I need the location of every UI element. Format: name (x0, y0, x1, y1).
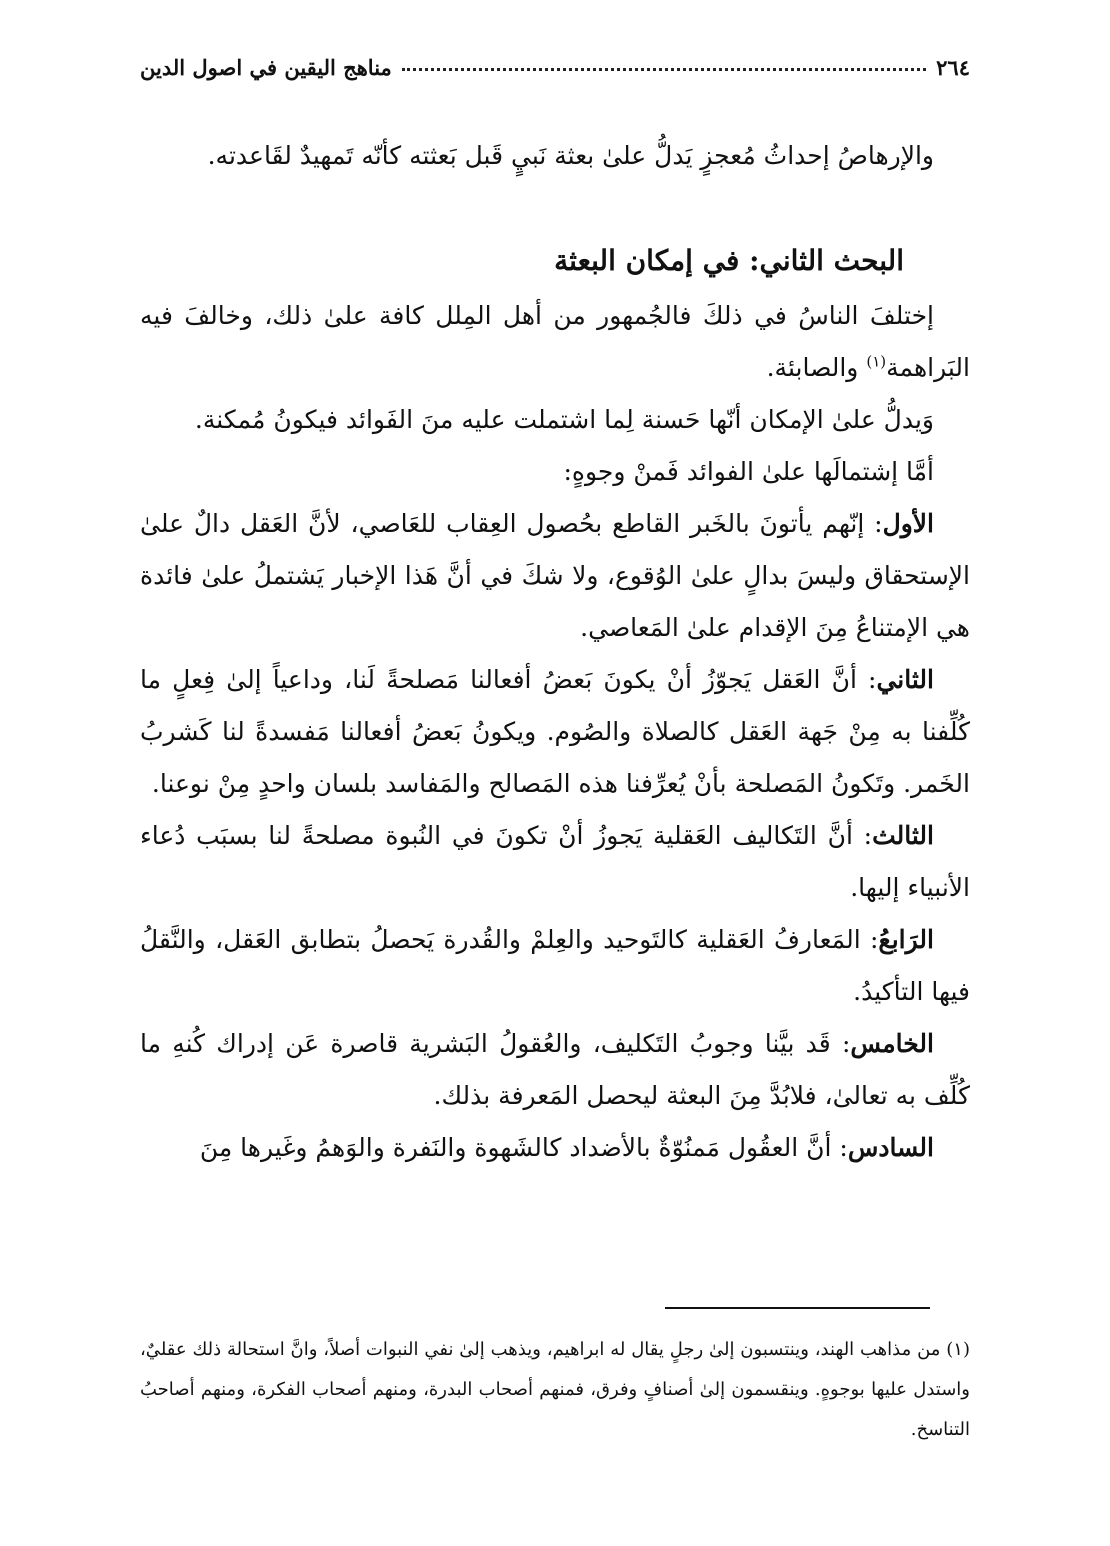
point-text: : أنَّ العقُول مَمنُوّةٌ بالأضداد كالشَهوة والنَفرة والوَهمُ وغَيرها مِنَ (199, 1133, 848, 1162)
point-text: : أنَّ العَقل يَجوّزُ أنْ يكونَ بَعضُ أفعالنا مَصلحةً لَنا، وداعياً إلىٰ فِعلٍ ما كُلِّفنا به مِنْ جَهة العَقل كالصلاة والصُوم. ويكونُ بَعضُ أفعالنا مَفسدةً لنا كَشربُ الخَمر. وتَكونُ المَصلحة بأنْ يُعرِّفنا هذه المَصالح والمَفاسد بلسان واحدٍ مِنْ نوعنا. (140, 665, 970, 798)
point-lead: السادس (847, 1133, 934, 1162)
point-second (140, 654, 970, 810)
point-lead: الخامس (850, 1029, 934, 1058)
point-text: : قَد بيَّنا وجوبُ التَكليف، والعُقولُ البَشرية قاصرة عَن إدراك كُنهِ ما كُلِّف به تعالىٰ، فلابُدَّ مِنَ البعثة ليحصل المَعرفة بذلك. (140, 1029, 970, 1110)
main-text (140, 130, 970, 1174)
section-heading: البحث الثاني: في إمكان البعثة (554, 244, 904, 277)
point-lead: الرَابعُ (878, 925, 934, 954)
point-fifth (140, 1018, 970, 1122)
point-lead: الأول (882, 509, 935, 538)
disagreement-paragraph (140, 290, 970, 394)
point-fourth (140, 914, 970, 1018)
footnote-reference[interactable]: (١) (866, 352, 887, 371)
disagreement-text: إختلفَ الناسُ في ذلكَ فالجُمهور من أهل المِلل كافة علىٰ ذلك، وخالفَ فيه البَراهمة (140, 301, 970, 382)
intro-paragraph: والإرهاصُ إحداثُ مُعجزٍ يَدلُّ علىٰ بعثة نَبيٍ قَبل بَعثته كأنّه تَمهيدٌ لقَاعدته. (207, 141, 934, 170)
point-third (140, 810, 970, 914)
disagreement-text-end: والصابئة. (766, 353, 867, 382)
leader-dots (402, 68, 926, 71)
proof-paragraph: وَيدلُّ علىٰ الإمكان أنّها حَسنة لِما اشتملت عليه منَ الفَوائد فيكونُ مُمكنة. (194, 405, 934, 434)
point-first (140, 498, 970, 654)
footnote-divider (665, 1307, 930, 1309)
point-text: : إنّهم يأتونَ بالخَبر القاطع بحُصول العِقاب للعَاصي، لأنَّ العَقل دالٌ علىٰ الإستحقاق وليسَ بدالٍ علىٰ الوُقوع، ولا شكَ في أنَّ هَذا الإخبار يَشتملُ علىٰ فائدة هي الإمتناعُ مِنَ الإقدام علىٰ المَعاصي. (140, 509, 970, 642)
point-text: : أنَّ التَكاليف العَقلية يَجوزُ أنْ تكونَ في النُبوة مصلحةً لنا بسبَب دُعاء الأنبياء إليها. (140, 821, 970, 902)
point-sixth (140, 1122, 970, 1174)
aspects-paragraph: أمَّا إشتمالَها علىٰ الفوائد فَمنْ وجوهٍ: (563, 457, 934, 486)
point-text: : المَعارفُ العَقلية كالتَوحيد والعِلمْ والقُدرة يَحصلُ بتطابق العَقل، والنَّقلُ فيها التأكيدُ. (140, 925, 970, 1006)
footnote (140, 1330, 970, 1450)
point-lead: الثالث (872, 821, 934, 850)
book-title: مناهج اليقين في اصول الدين (140, 54, 392, 80)
footnote-text: (١) من مذاهب الهند، وينتسبون إلىٰ رجلٍ يقال له ابراهيم، ويذهب إلىٰ نفي النبوات أصلاً، وانَّ استحالة ذلك عقليٌ، واستدل عليها بوجوهٍ. وينقسمون إلىٰ أصنافٍ وفرق، فمنهم أصحاب البدرة، ومنهم أصحاب الفكرة، ومنهم أصاحبُ التناسخ. (140, 1339, 970, 1440)
page-number: ٢٦٤ (936, 54, 970, 80)
point-lead: الثاني (876, 665, 934, 694)
running-header (140, 52, 970, 82)
